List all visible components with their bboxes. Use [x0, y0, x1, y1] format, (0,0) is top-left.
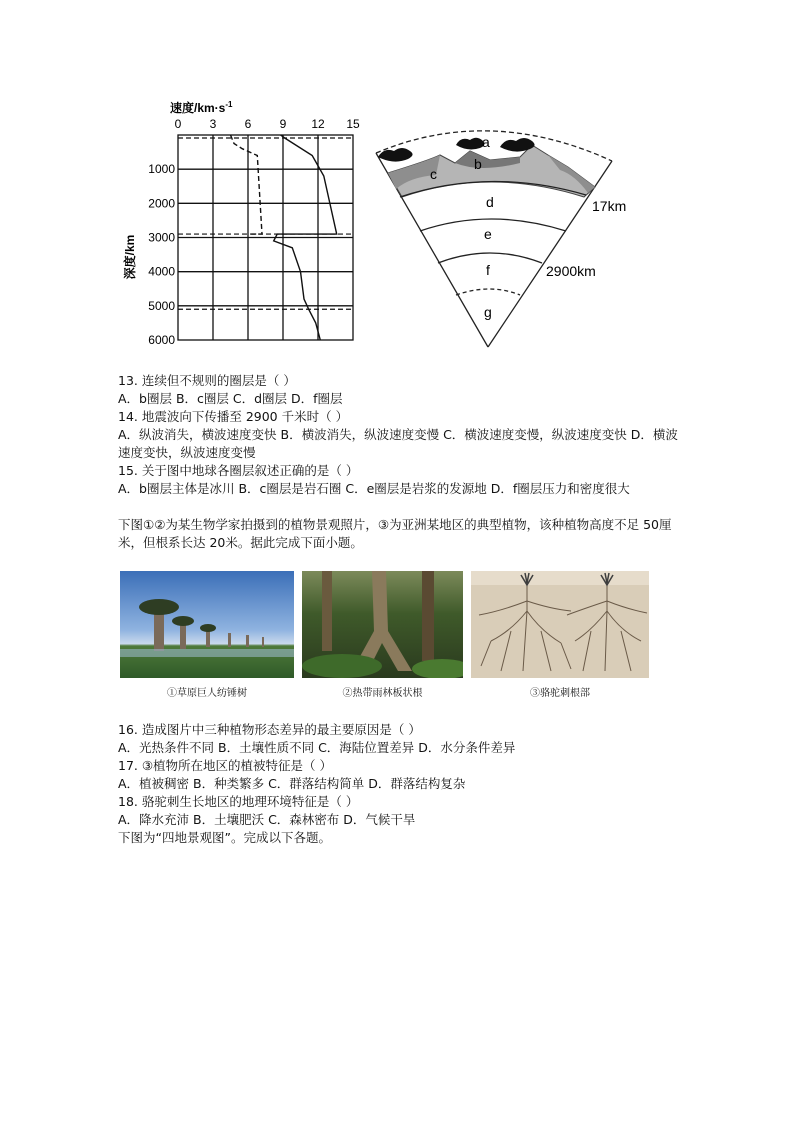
- depth-17km: 17km: [592, 198, 627, 214]
- x-tick-label: 0: [174, 117, 182, 131]
- x-tick-label: 6: [244, 117, 252, 131]
- seismic-velocity-chart: [118, 95, 368, 350]
- label-c: c: [430, 166, 437, 182]
- question-15: 15. 关于图中地球各圈层叙述正确的是（ ）: [118, 463, 359, 478]
- question-16-options: A．光热条件不同 B．土壤性质不同 C．海陆位置差异 D．水分条件差异: [118, 740, 516, 755]
- label-a: a: [482, 134, 490, 150]
- y-tick-label: 2000: [148, 196, 175, 211]
- label-d: d: [486, 194, 494, 210]
- question-14-options: A．纵波消失，横波速度变快 B．横波消失，纵波速度变慢 C．横波速度变慢，纵波速度变快 D．横波速度变快，纵波速度变慢: [118, 427, 678, 460]
- question-17-options: A．植被稠密 B．种类繁多 C．群落结构简单 D．群落结构复杂: [118, 776, 466, 791]
- label-e: e: [484, 226, 492, 242]
- y-tick-label: 3000: [148, 230, 175, 245]
- label-f: f: [486, 262, 490, 278]
- chart-x-label-sup: -1: [225, 100, 233, 109]
- question-16: 16. 造成图片中三种植物形态差异的最主要原因是（ ）: [118, 722, 421, 737]
- question-13-options: A．b圈层 B．c圈层 C．d圈层 D．f圈层: [118, 391, 343, 406]
- x-tick-label: 12: [311, 117, 325, 131]
- y-tick-label: 1000: [148, 162, 175, 177]
- boundary-e-f: [438, 253, 542, 263]
- x-tick-label: 3: [209, 117, 217, 131]
- boundary-f-g: [456, 289, 520, 295]
- question-17: 17. ③植物所在地区的植被特征是（ ）: [118, 758, 333, 773]
- y-tick-label: 6000: [148, 333, 175, 347]
- question-18: 18. 骆驼刺生长地区的地理环境特征是（ ）: [118, 794, 359, 809]
- y-tick-label: 5000: [148, 298, 175, 313]
- photo-baobab: [120, 571, 294, 678]
- boundary-d-e: [420, 219, 566, 231]
- depth-2900km: 2900km: [546, 263, 596, 279]
- x-tick-label: 15: [346, 117, 360, 131]
- earth-layers-diagram: [370, 115, 630, 355]
- chart-x-label: 速度$/km\cdot s^{-1}$: [170, 100, 233, 115]
- cloud-shape: [456, 138, 484, 150]
- y-tick-label: 4000: [148, 264, 175, 279]
- label-b: b: [474, 156, 482, 172]
- series-line-dashed: [231, 135, 263, 234]
- question-14: 14. 地震波向下传播至 2900 千米时（ ）: [118, 409, 349, 424]
- caption-baobab: ①草原巨人纺锤树: [167, 688, 247, 699]
- question-15-options: A．b圈层主体是冰川 B．c圈层是岩石圈 C．e圈层是岩浆的发源地 D．f圈层压力和密度很大: [118, 481, 630, 496]
- label-g: g: [484, 304, 492, 320]
- next-section-intro: 下图为“四地景观图”。完成以下各题。: [118, 830, 331, 845]
- photo-camelthorn-roots: [471, 571, 649, 678]
- caption-rainforest: ②热带雨林板状根: [342, 688, 423, 699]
- question-13: 13. 连续但不规则的圈层是（ ）: [118, 373, 296, 388]
- x-tick-label: 9: [279, 117, 287, 131]
- cloud-shape: [378, 148, 413, 162]
- question-18-options: A．降水充沛 B．土壤肥沃 C．森林密布 D．气候干旱: [118, 812, 416, 827]
- caption-camelthorn: ③骆驼刺根部: [530, 688, 590, 699]
- intro-paragraph: 下图①②为某生物学家拍摄到的植物景观照片，③为亚洲某地区的典型植物，该种植物高度不足 50厘米，但根系长达 20米。据此完成下面小题。: [118, 517, 672, 550]
- photo-rainforest: [302, 571, 463, 678]
- chart-y-label: 深度/km: [123, 234, 137, 280]
